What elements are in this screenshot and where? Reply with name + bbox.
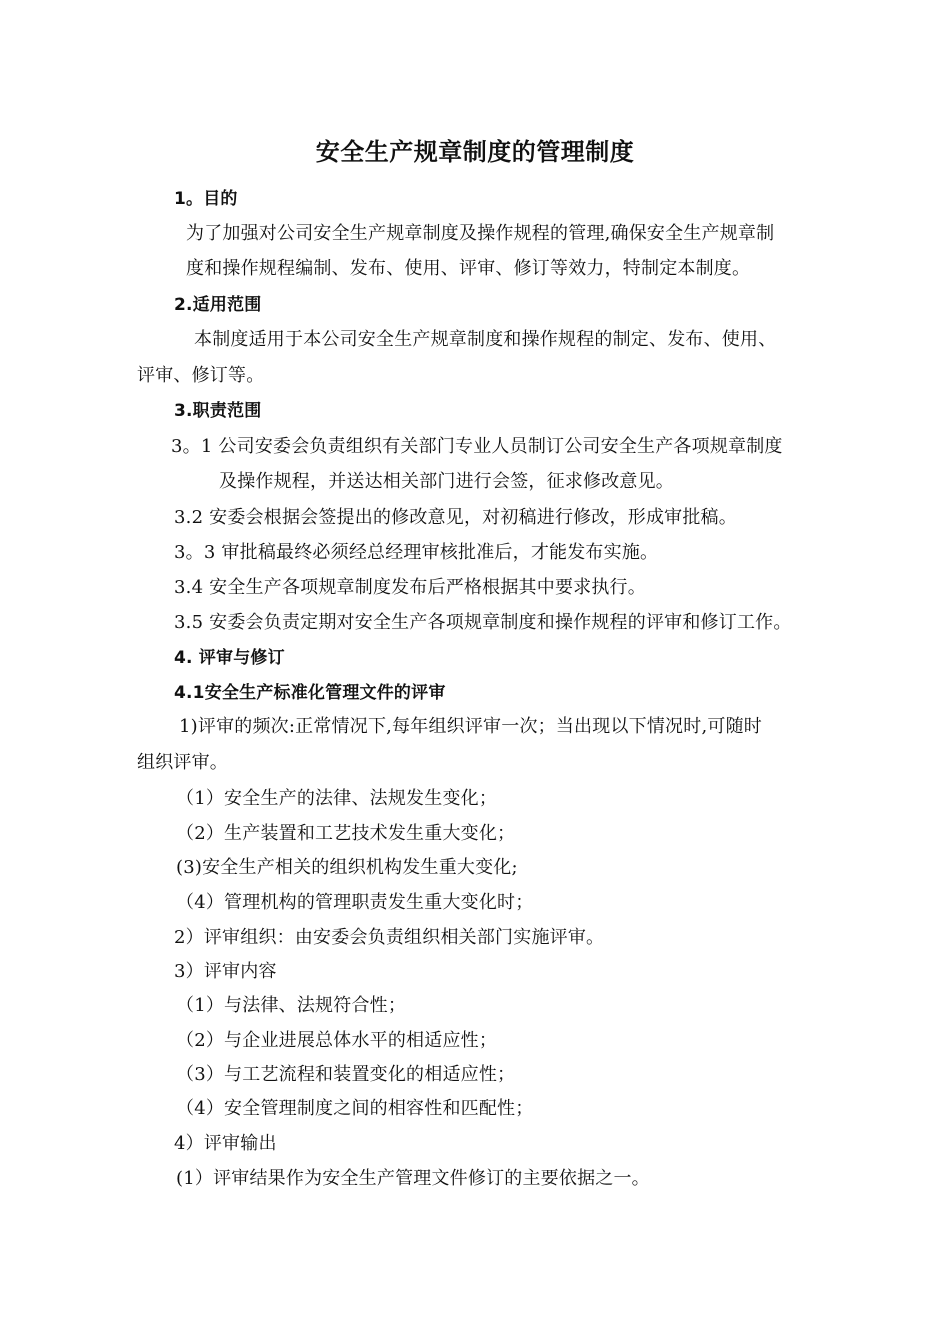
list-item: （1）安全生产的法律、法规发生变化； <box>176 788 498 809</box>
list-item: （4）管理机构的管理职责发生重大变化时； <box>176 892 534 913</box>
paragraph-line: 2）评审组织：由安委会负责组织相关部门实施评审。 <box>174 927 605 948</box>
paragraph-line: 组织评审。 <box>137 752 228 773</box>
list-item: （3）与工艺流程和装置变化的相适应性； <box>176 1064 516 1085</box>
document-title: 安全生产规章制度的管理制度 <box>315 138 635 166</box>
paragraph-line: 3.5 安委会负责定期对安全生产各项规章制度和操作规程的评审和修订工作。 <box>174 612 792 633</box>
list-item: （1）与法律、法规符合性； <box>176 995 407 1016</box>
paragraph-line: 为了加强对公司安全生产规章制度及操作规程的管理,确保安全生产规章制 <box>186 223 775 244</box>
paragraph-line: 评审、修订等。 <box>137 365 265 386</box>
section-heading-responsibilities: 3.职责范围 <box>174 401 262 421</box>
paragraph-line: 3）评审内容 <box>174 961 277 982</box>
section-heading-review: 4. 评审与修订 <box>174 648 285 668</box>
paragraph-line: 及操作规程，并送达相关部门进行会签，征求修改意见。 <box>219 471 674 492</box>
paragraph-line: 3。1 公司安委会负责组织有关部门专业人员制订公司安全生产各项规章制度 <box>171 436 783 457</box>
paragraph-line: 3。3 审批稿最终必须经总经理审核批准后，才能发布实施。 <box>174 542 659 563</box>
list-item: （2）与企业进展总体水平的相适应性； <box>176 1030 498 1051</box>
section-heading-purpose: 1。目的 <box>174 189 238 209</box>
paragraph-line: 3.4 安全生产各项规章制度发布后严格根据其中要求执行。 <box>174 577 646 598</box>
paragraph-line: 3.2 安委会根据会签提出的修改意见，对初稿进行修改，形成审批稿。 <box>174 507 737 528</box>
list-item: （2）生产装置和工艺技术发生重大变化； <box>176 823 516 844</box>
section-heading-scope: 2.适用范围 <box>174 295 262 315</box>
list-item: (3)安全生产相关的组织机构发生重大变化; <box>176 857 518 878</box>
paragraph-line: 度和操作规程编制、发布、使用、评审、修订等效力，特制定本制度。 <box>186 258 751 279</box>
list-item: （4）安全管理制度之间的相容性和匹配性； <box>176 1098 534 1119</box>
paragraph-line: 1)评审的频次:正常情况下,每年组织评审一次；当出现以下情况时,可随时 <box>179 716 762 737</box>
paragraph-line: 本制度适用于本公司安全生产规章制度和操作规程的制定、发布、使用、 <box>194 329 777 350</box>
paragraph-line: 4）评审输出 <box>174 1133 277 1154</box>
list-item: (1）评审结果作为安全生产管理文件修订的主要依据之一。 <box>176 1168 650 1189</box>
subsection-heading: 4.1安全生产标准化管理文件的评审 <box>174 683 446 703</box>
